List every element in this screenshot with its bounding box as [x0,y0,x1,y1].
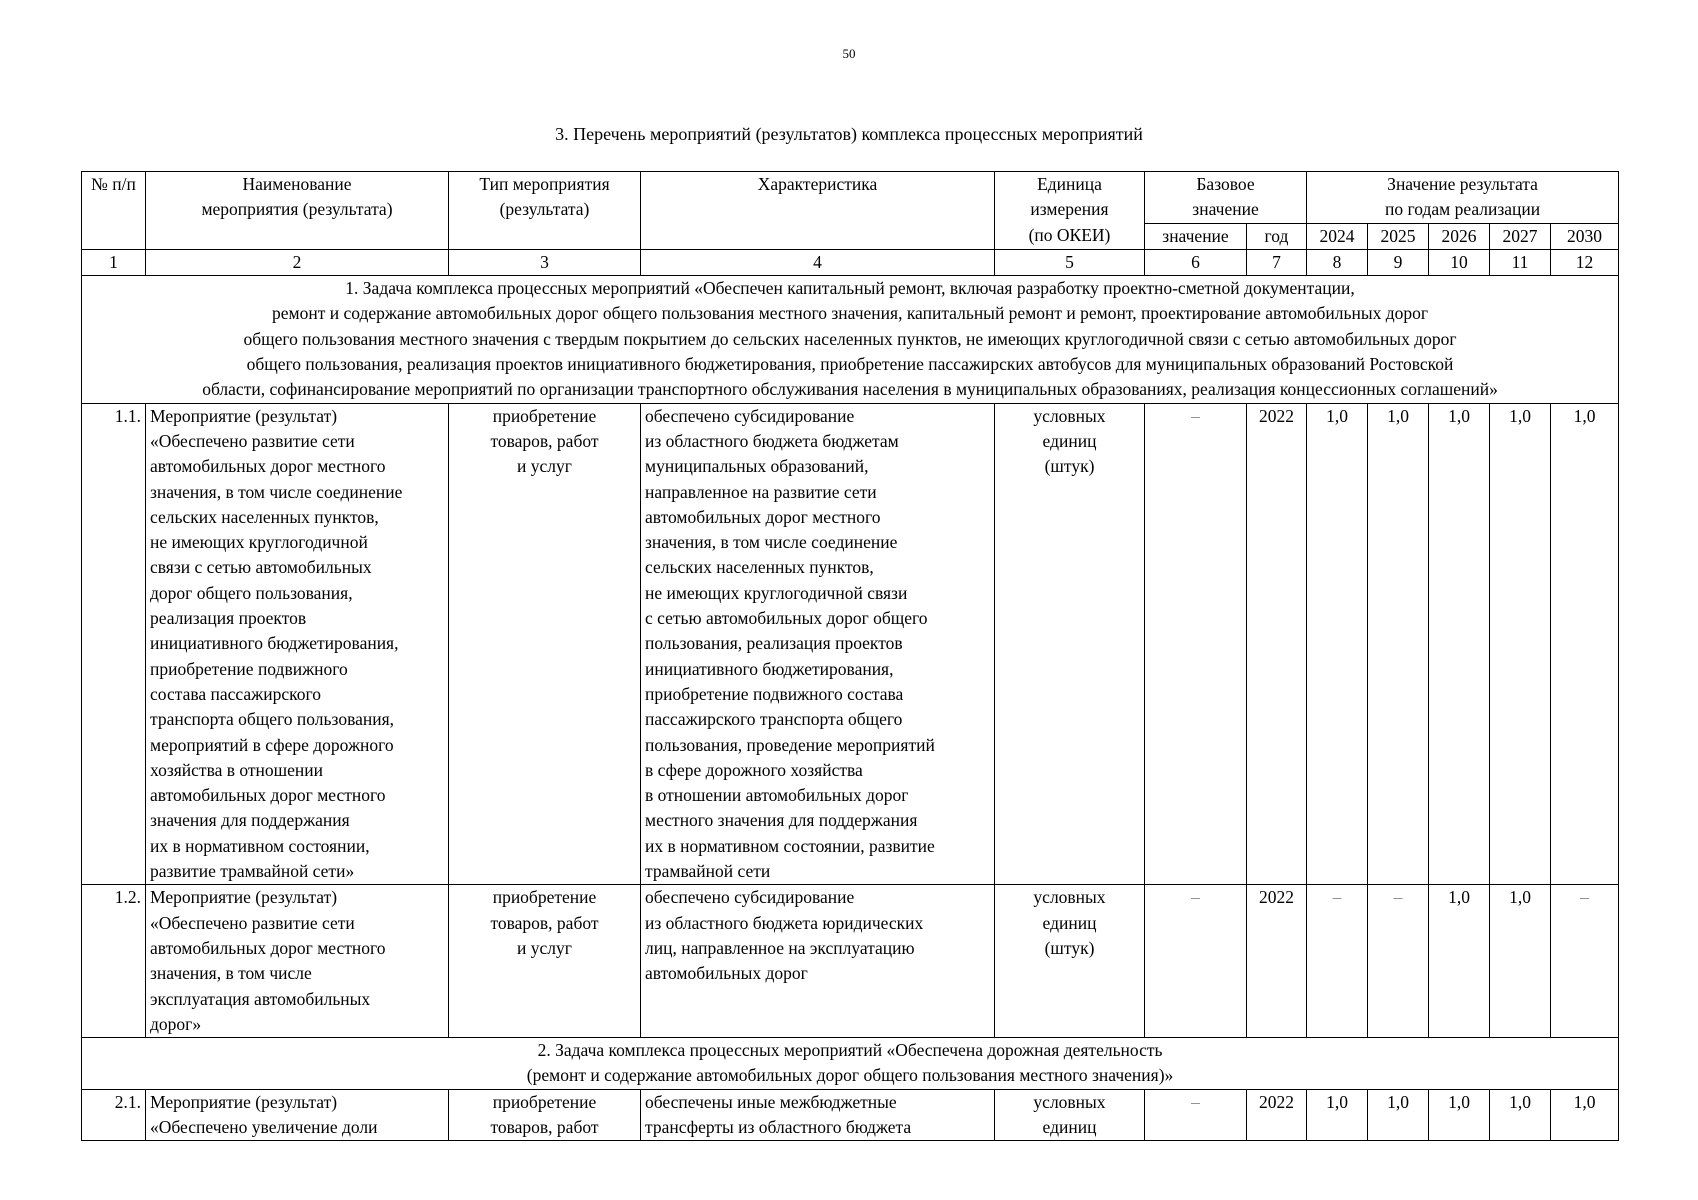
header-year: 2030 [1551,223,1619,249]
header-unit: Единица измерения (по ОКЕИ) [995,172,1145,250]
column-number: 12 [1551,249,1619,275]
row-value-2024: – [1307,885,1368,1038]
task-1-heading: 1. Задача комплекса процессных мероприятий «Обеспечен капитальный ремонт, включая разработку проектно-сметной документации, ремонт и содержание автомобильных дорог общего пользования местного значения, капитальный ремонт и ремонт, проектирование автомобильных дорог общего пользования местного значения с твердым покрытием до сельских населенных пунктов, не имеющих круглогодичной связи с сетью автомобильных дорог общего пользования, реализация проектов инициативного бюджетирования, приобретение пассажирских автобусов для муниципальных образований Ростовской области, софинансирование мероприятий по организации транспортного обслуживания населения в муниципальных образованиях, реализация концессионных соглашений» [82,276,1619,403]
row-base-value: – [1145,1089,1247,1141]
row-unit: условных единиц (штук) [995,885,1145,1038]
column-number: 8 [1307,249,1368,275]
row-base-value: – [1145,403,1247,885]
column-number: 1 [82,249,146,275]
header-year: 2024 [1307,223,1368,249]
row-value-2030: 1,0 [1551,1089,1619,1141]
row-type: приобретение товаров, работ [449,1089,641,1141]
table-row [82,1089,1619,1141]
row-value-2026: 1,0 [1429,403,1490,885]
row-value-2026: 1,0 [1429,1089,1490,1141]
header-base: Базовое значение [1145,172,1307,224]
row-number: 2.1. [82,1089,146,1141]
column-numbers-row [82,249,1619,275]
row-characteristic: обеспечены иные межбюджетные трансферты из областного бюджета [641,1089,995,1141]
row-base-year: 2022 [1247,1089,1307,1141]
row-base-year: 2022 [1247,885,1307,1038]
column-number: 9 [1368,249,1429,275]
row-unit: условных единиц [995,1089,1145,1141]
column-number: 4 [641,249,995,275]
row-value-2030: 1,0 [1551,403,1619,885]
header-characteristic: Характеристика [641,172,995,250]
row-characteristic: обеспечено субсидирование из областного бюджета бюджетам муниципальных образований, направленное на развитие сети автомобильных дорог местного значения, в том числе соединение сельских населенных пунктов, не имеющих круглогодичной связи с сетью автомобильных дорог общего пользования, реализация проектов инициативного бюджетирования, приобретение подвижного состава пассажирского транспорта общего пользования, проведение мероприятий в сфере дорожного хозяйства в отношении автомобильных дорог местного значения для поддержания их в нормативном состоянии, развитие трамвайной сети [641,403,995,885]
row-name: Мероприятие (результат) «Обеспечено увеличение доли [146,1089,449,1141]
row-value-2025: – [1368,885,1429,1038]
header-result: Значение результата по годам реализации [1307,172,1619,224]
header-num: № п/п [82,172,146,250]
header-base-value: значение [1145,223,1247,249]
column-number: 10 [1429,249,1490,275]
header-base-year: год [1247,223,1307,249]
header-year: 2027 [1490,223,1551,249]
task-2-row [82,1038,1619,1090]
column-number: 11 [1490,249,1551,275]
row-value-2025: 1,0 [1368,403,1429,885]
row-number: 1.1. [82,403,146,885]
header-year: 2025 [1368,223,1429,249]
header-row-1 [82,172,1619,198]
row-type: приобретение товаров, работ и услуг [449,885,641,1038]
row-value-2024: 1,0 [1307,1089,1368,1141]
row-value-2026: 1,0 [1429,885,1490,1038]
table-row [82,403,1619,885]
row-value-2024: 1,0 [1307,403,1368,885]
column-number: 6 [1145,249,1247,275]
column-number: 5 [995,249,1145,275]
row-value-2027: 1,0 [1490,403,1551,885]
row-characteristic: обеспечено субсидирование из областного бюджета юридических лиц, направленное на эксплуатацию автомобильных дорог [641,885,995,1038]
row-name: Мероприятие (результат) «Обеспечено развитие сети автомобильных дорог местного значения, в том числе эксплуатация автомобильных дорог» [146,885,449,1038]
column-number: 2 [146,249,449,275]
header-year: 2026 [1429,223,1490,249]
row-base-year: 2022 [1247,403,1307,885]
row-value-2027: 1,0 [1490,885,1551,1038]
row-name: Мероприятие (результат) «Обеспечено развитие сети автомобильных дорог местного значения, в том числе соединение сельских населенных пунктов, не имеющих круглогодичной связи с сетью автомобильных дорог общего пользования, реализация проектов инициативного бюджетирования, приобретение подвижного состава пассажирского транспорта общего пользования, мероприятий в сфере дорожного хозяйства в отношении автомобильных дорог местного значения для поддержания их в нормативном состоянии, развитие трамвайной сети» [146,403,449,885]
row-value-2027: 1,0 [1490,1089,1551,1141]
row-unit: условных единиц (штук) [995,403,1145,885]
document-title: 3. Перечень мероприятий (результатов) комплекса процессных мероприятий [555,124,1143,144]
header-type: Тип мероприятия (результата) [449,172,641,250]
task-2-heading: 2. Задача комплекса процессных мероприятий «Обеспечена дорожная деятельность (ремонт и содержание автомобильных дорог общего пользования местного значения)» [82,1038,1619,1090]
header-name: Наименование мероприятия (результата) [146,172,449,250]
row-value-2030: – [1551,885,1619,1038]
page-number: 50 [842,46,856,61]
table-row [82,885,1619,1038]
row-value-2025: 1,0 [1368,1089,1429,1141]
column-number: 3 [449,249,641,275]
task-1-row [82,276,1619,403]
column-number: 7 [1247,249,1307,275]
row-number: 1.2. [82,885,146,1038]
row-type: приобретение товаров, работ и услуг [449,403,641,885]
measures-table [81,171,1619,1141]
row-base-value: – [1145,885,1247,1038]
